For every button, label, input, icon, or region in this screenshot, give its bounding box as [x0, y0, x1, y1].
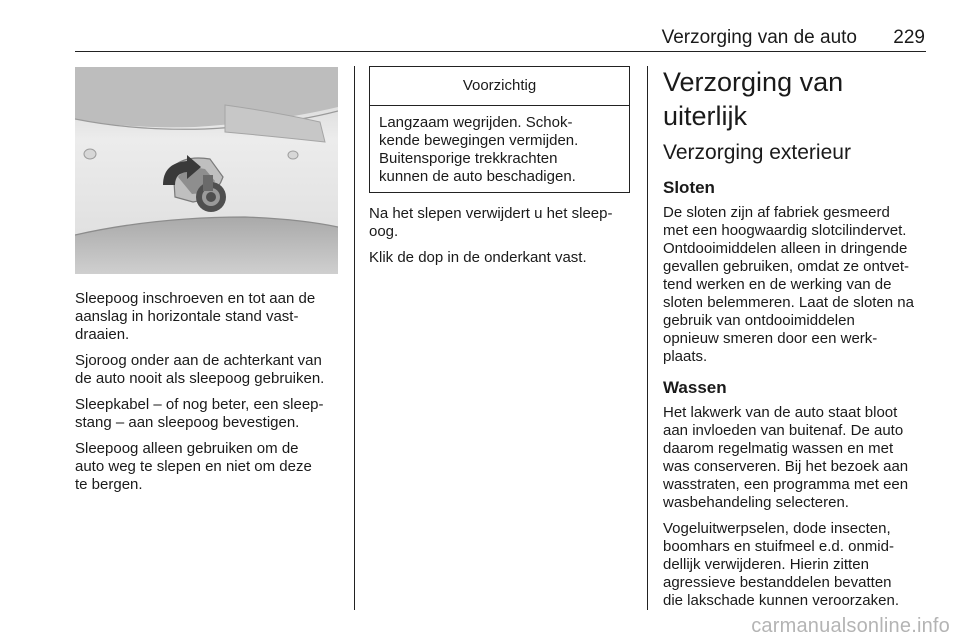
instruction-paragraph: Sjoroog onder aan de achterkant van de auto nooit als sleepoog gebruiken.: [75, 352, 325, 387]
column-divider-right: [647, 66, 648, 610]
caution-text: Langzaam wegrijden. Schok- kende bewegingen vermijden. Buitensporige trekkrachten kunnen de auto beschadigen.: [379, 114, 579, 185]
caution-box: [369, 66, 630, 193]
watermark: carmanualsonline.info: [751, 615, 950, 637]
section-heading: Verzorging exterieur: [663, 141, 851, 164]
instruction-paragraph: Na het slepen verwijdert u het sleep- oog.: [369, 205, 613, 240]
washing-paragraph: Vogeluitwerpselen, dode insecten, boomhars en stuifmeel e.d. onmid- dellijk verwijderen. Hierin zitten agressieve bestanddelen bevatten die lakschade kunnen veroorzaken.: [663, 520, 899, 609]
column-divider-left: [354, 66, 355, 610]
caution-title: Voorzichtig: [370, 67, 629, 106]
column-3-text: [663, 65, 929, 618]
chapter-heading: Verzorging van uiterlijk: [663, 67, 844, 131]
page-header-title: Verzorging van de auto: [661, 27, 857, 48]
instruction-paragraph: Sleepoog inschroeven en tot aan de aanslag in horizontale stand vast- draaien.: [75, 290, 316, 343]
column-2-text: [369, 205, 635, 275]
header-rule: [75, 51, 926, 52]
instruction-paragraph: Sleepkabel – of nog beter, een sleep- stang – aan sleepoog bevestigen.: [75, 396, 324, 431]
instruction-paragraph: Klik de dop in de onderkant vast.: [369, 249, 587, 266]
towing-eye-illustration: [75, 67, 338, 274]
column-1-text: [75, 290, 341, 502]
washing-paragraph: Het lakwerk van de auto staat bloot aan invloeden van buitenaf. De auto daarom regelmatig wassen en met was conserveren. Bij het bezoek aan wasstraten, een programma met een wasbehandeling selecteren.: [663, 404, 909, 511]
locks-paragraph: De sloten zijn af fabriek gesmeerd met een hoogwaardig slotcilindervet. Ontdooimiddelen alleen in dringende gevallen gebruiken, omdat ze ontvet- tend werken en de werking van de sloten belemmeren. Laat de sloten na gebruik van ontdooimiddelen opnieuw smeren door een werk- plaats.: [663, 204, 914, 365]
page-number: 229: [893, 27, 925, 48]
instruction-paragraph: Sleepoog alleen gebruiken om de auto weg te slepen en niet om deze te bergen.: [75, 440, 312, 493]
subsection-heading-washing: Wassen: [663, 378, 727, 397]
subsection-heading-locks: Sloten: [663, 178, 715, 197]
